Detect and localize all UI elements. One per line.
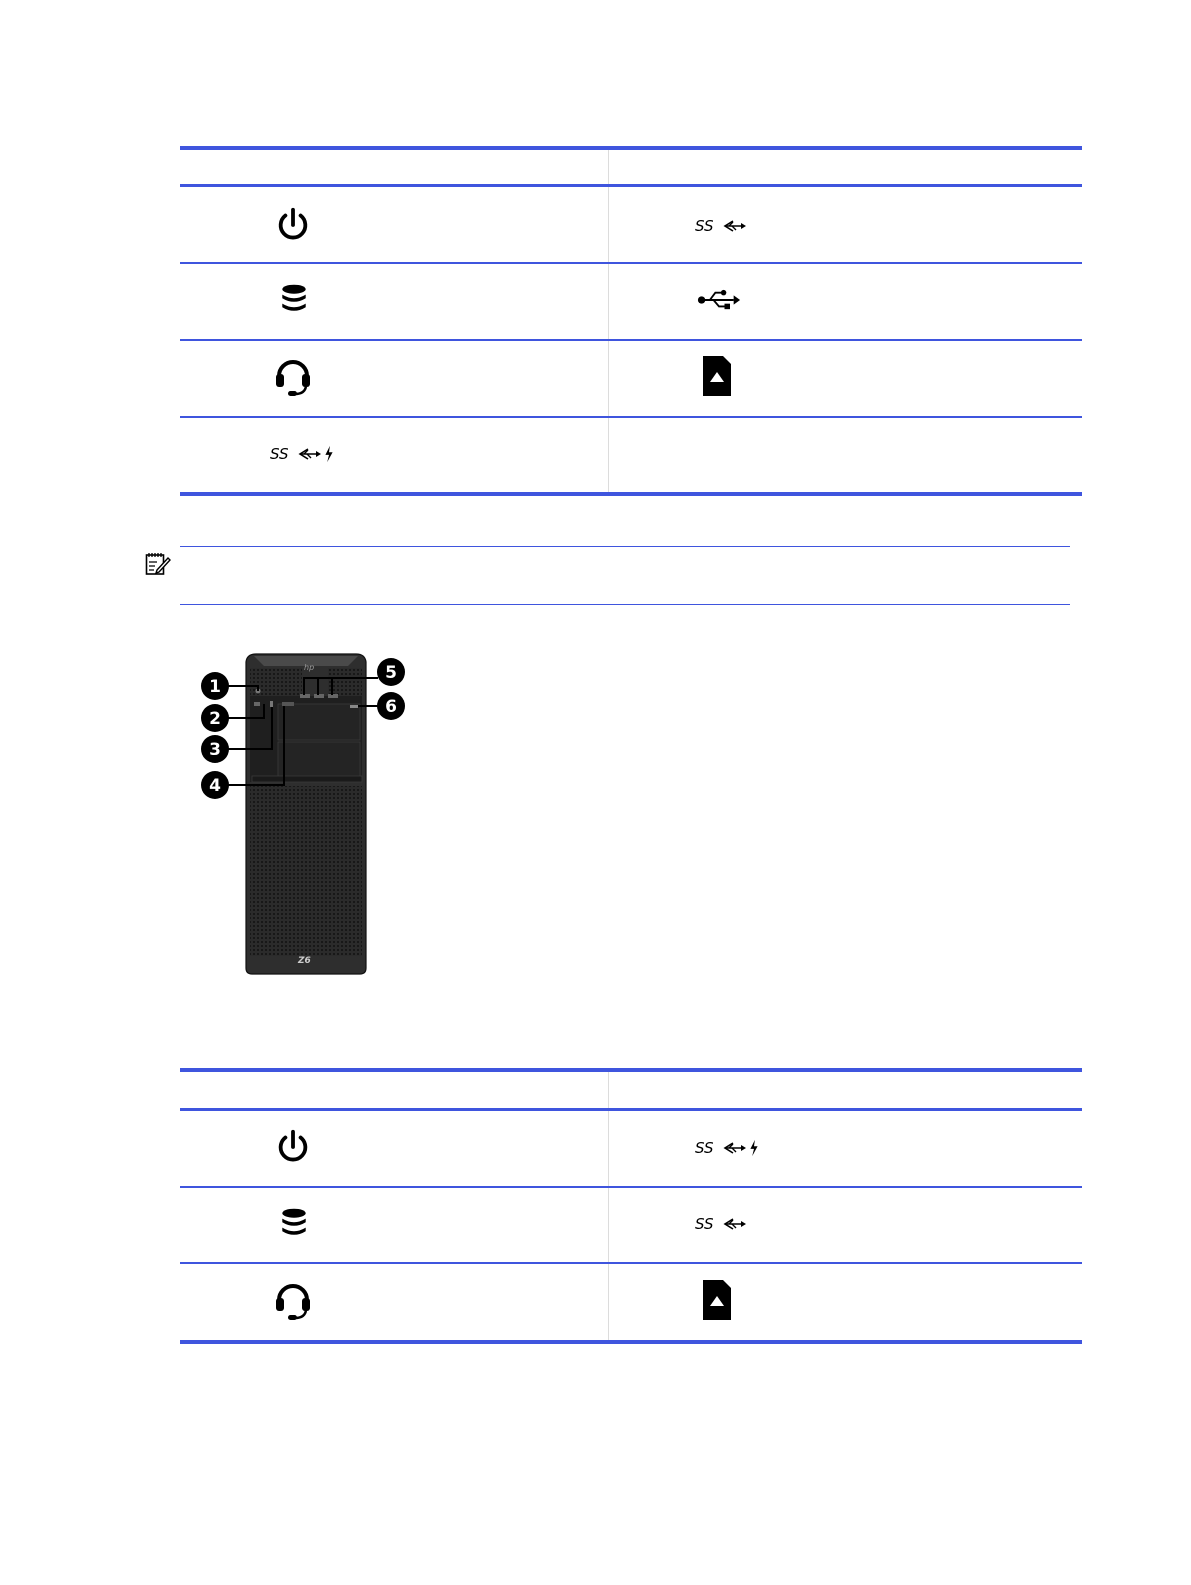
power-icon xyxy=(274,1128,312,1166)
power-icon xyxy=(274,206,312,244)
superspeed-usb-icon xyxy=(695,216,747,236)
column-divider xyxy=(608,1072,609,1344)
table-bottom-rule xyxy=(180,1340,1082,1344)
superspeed-usb-charging-icon xyxy=(695,1138,759,1158)
svg-text:hp: hp xyxy=(304,663,315,672)
svg-text:Z6: Z6 xyxy=(298,956,311,966)
headset-icon xyxy=(273,1278,313,1322)
callout-3: 3 xyxy=(209,740,221,760)
drive-icon xyxy=(276,1206,312,1242)
callout-6: 6 xyxy=(385,697,397,717)
sd-card-icon xyxy=(700,1278,734,1322)
headset-icon xyxy=(273,354,313,398)
row-rule xyxy=(180,1262,1082,1264)
callout-5: 5 xyxy=(385,663,397,683)
callout-2: 2 xyxy=(209,709,221,729)
row-rule xyxy=(180,339,1082,341)
usb-icon xyxy=(696,289,742,311)
table-bottom-rule xyxy=(180,492,1082,496)
note-bottom-rule xyxy=(180,604,1070,605)
row-rule xyxy=(180,262,1082,264)
drive-icon xyxy=(276,282,312,318)
superspeed-usb-icon xyxy=(695,1214,747,1234)
table-top-rule xyxy=(180,1068,1082,1072)
table-top-rule xyxy=(180,146,1082,150)
row-rule xyxy=(180,416,1082,418)
header-rule xyxy=(180,1108,1082,1111)
superspeed-usb-charging-icon xyxy=(270,444,334,464)
components-table-1 xyxy=(180,146,1082,496)
callout-4: 4 xyxy=(209,776,221,796)
column-divider xyxy=(608,150,609,494)
row-rule xyxy=(180,1186,1082,1188)
sd-card-icon xyxy=(700,354,734,398)
note-icon xyxy=(145,552,171,581)
header-rule xyxy=(180,184,1082,187)
components-table-2 xyxy=(180,1068,1082,1348)
workstation-front-figure xyxy=(200,648,415,988)
note-top-rule xyxy=(180,546,1070,547)
callout-1: 1 xyxy=(209,677,221,697)
